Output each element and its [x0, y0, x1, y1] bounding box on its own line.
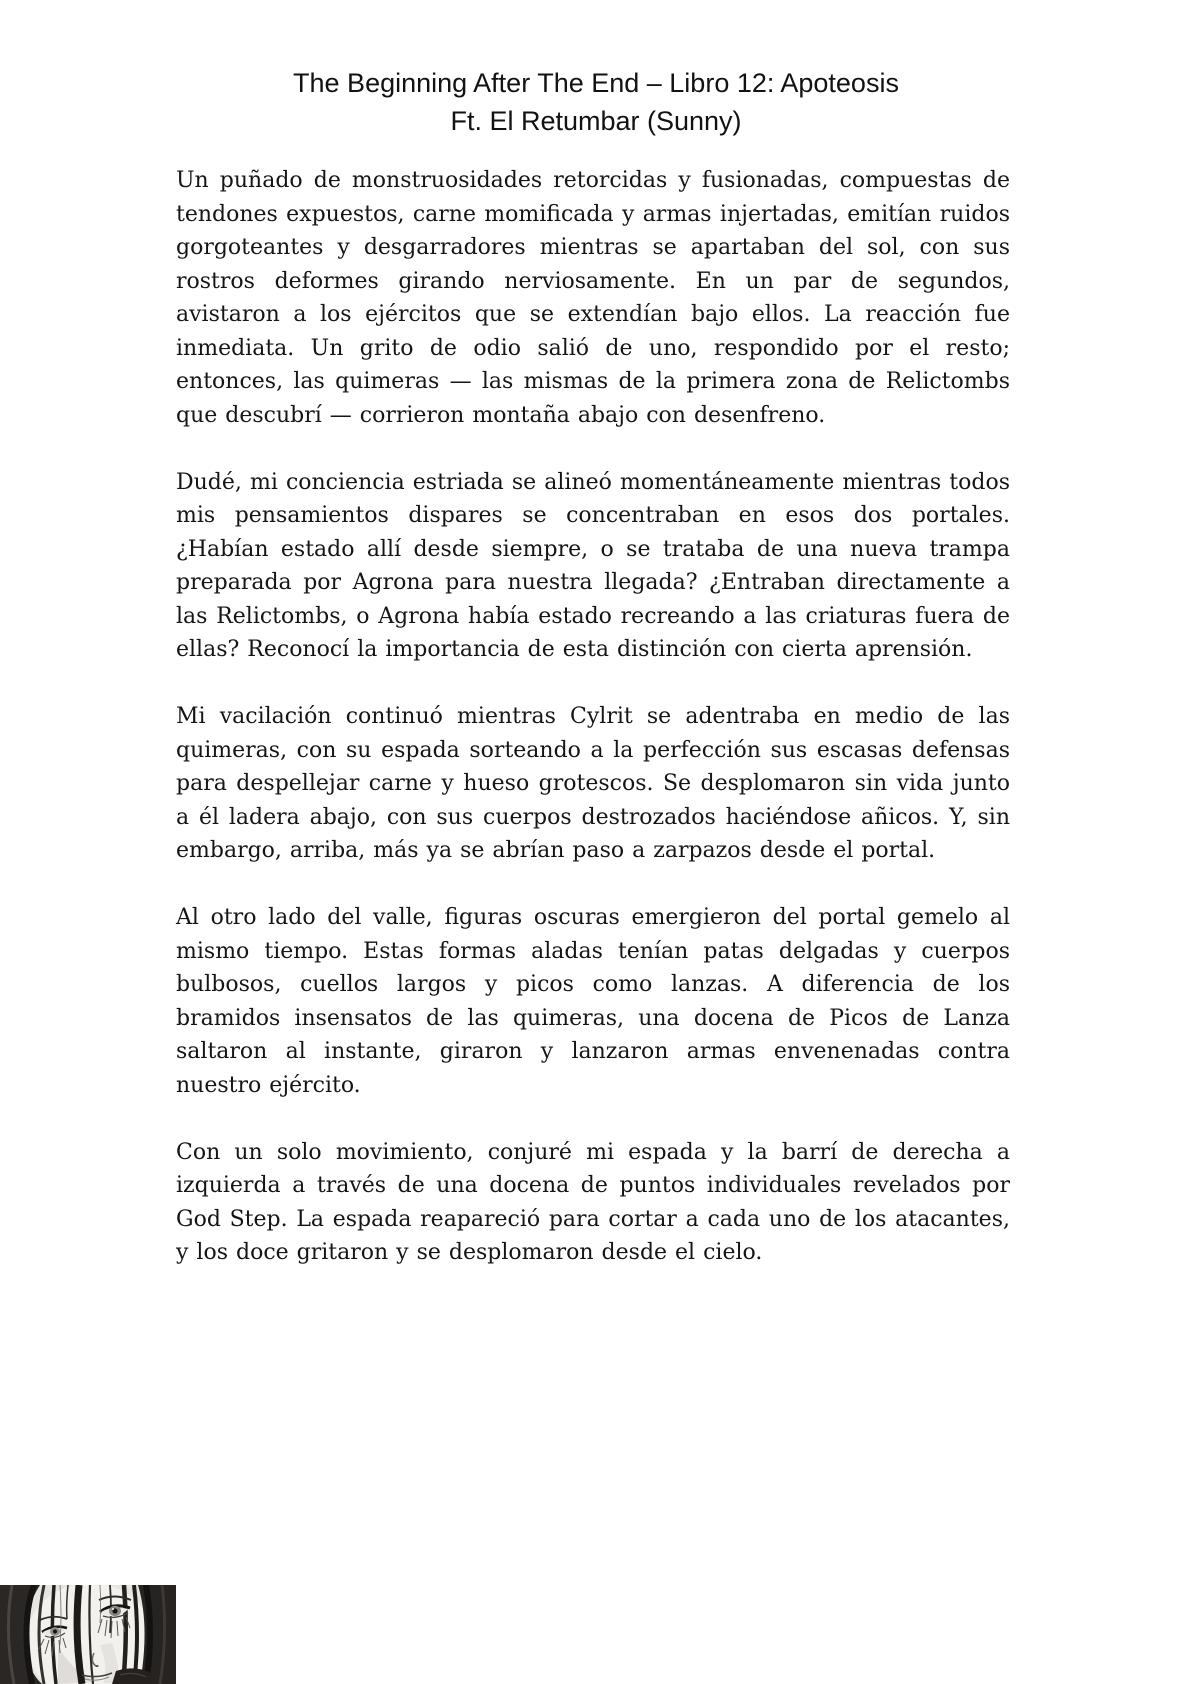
paragraph: Un puñado de monstruosidades retorcidas y fusionadas, compuestas de tendones expuestos, carne momificada y armas injertadas, emitían ruidos gorgoteantes y desgarradores mientras se apartaban del sol, con sus rostros deformes girando nerviosamente. En un par de segundos, avistaron a los ejércitos que se extendían bajo ellos. La reacción fue inmediata. Un grito de odio salió de uno, respondido por el resto; entonces, las quimeras — las mismas de la primera zona de Relictombs que descubrí — corrieron montaña abajo con desenfreno.	[176, 168, 1010, 428]
manga-face-illustration-svg	[0, 1585, 176, 1684]
title-line-1: The Beginning After The End – Libro 12: Apoteosis	[293, 68, 899, 98]
document-title	[0, 64, 1192, 140]
paragraph: Al otro lado del valle, figuras oscuras emergieron del portal gemelo al mismo tiempo. Estas formas aladas tenían patas delgadas y cuerpos bulbosos, cuellos largos y picos como lanzas. A diferencia de los bramidos insensatos de las quimeras, una docena de Picos de Lanza saltaron al instante, giraron y lanzaron armas envenenadas contra nuestro ejército.	[176, 905, 1010, 1098]
paragraph: Con un solo movimiento, conjuré mi espada y la barrí de derecha a izquierda a través de una docena de puntos individuales revelados por God Step. La espada reapareció para cortar a cada uno de los atacantes, y los doce gritaron y se desplomaron desde el cielo.	[176, 1139, 1010, 1265]
paragraph: Mi vacilación continuó mientras Cylrit se adentraba en medio de las quimeras, con su espada sorteando a la perfección sus escasas defensas para despellejar carne y hueso grotescos. Se desplomaron sin vida junto a él ladera abajo, con sus cuerpos destrozados haciéndose añicos. Y, sin embargo, arriba, más ya se abrían paso a zarpazos desde el portal.	[176, 704, 1010, 863]
paragraph: Dudé, mi conciencia estriada se alineó momentáneamente mientras todos mis pensamientos dispares se concentraban en esos dos portales. ¿Habían estado allí desde siempre, o se trataba de una nueva trampa preparada por Agrona para nuestra llegada? ¿Entraban directamente a las Relictombs, o Agrona había estado recreando a las criaturas fuera de ellas? Reconocí la importancia de esta distinción con cierta aprensión.	[176, 469, 1010, 662]
document-body	[176, 164, 1010, 1303]
title-line-2: Ft. El Retumbar (Sunny)	[450, 106, 742, 136]
manga-face-image	[0, 1585, 176, 1684]
